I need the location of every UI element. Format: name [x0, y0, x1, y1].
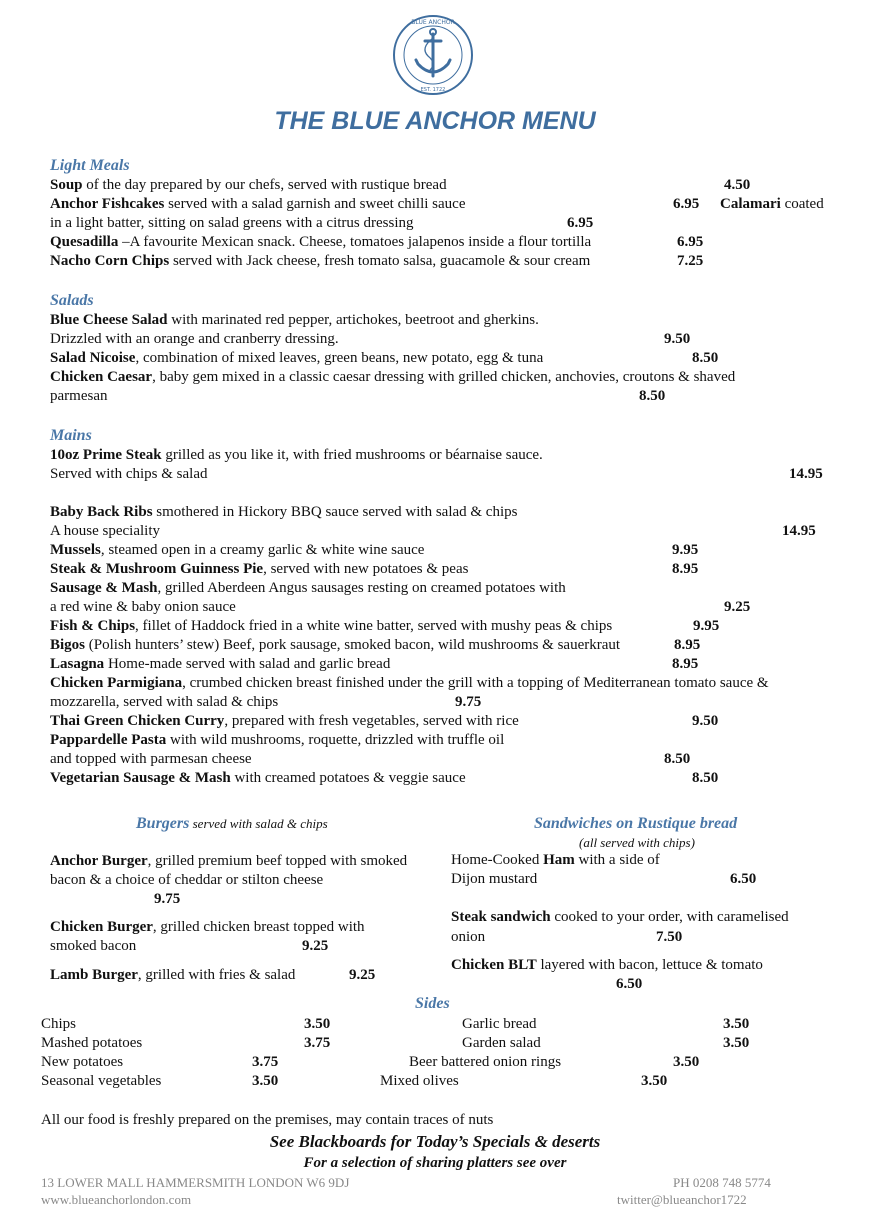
light-meals-heading: Light Meals — [50, 157, 130, 174]
menu-price: 6.50 — [730, 871, 757, 887]
menu-item-desc: onion — [451, 929, 486, 945]
menu-price: 8.50 — [639, 388, 666, 404]
menu-item-desc: Served with chips & salad — [50, 466, 208, 482]
menu-item: Calamari coated — [720, 196, 824, 212]
side-item: Mixed olives — [380, 1073, 459, 1089]
anchor-logo-icon — [392, 14, 474, 96]
menu-item-desc: A house speciality — [50, 523, 160, 539]
side-price: 3.50 — [723, 1016, 750, 1032]
menu-item: Nacho Corn Chips served with Jack cheese, fresh tomato salsa, guacamole & sour cream — [50, 253, 591, 269]
sides-heading: Sides — [415, 995, 450, 1012]
menu-price: 8.50 — [692, 350, 719, 366]
menu-price: 8.95 — [674, 637, 701, 653]
menu-price: 9.25 — [724, 599, 751, 615]
side-item: Chips — [41, 1016, 77, 1032]
side-item: Beer battered onion rings — [409, 1054, 562, 1070]
menu-item: Steak sandwich cooked to your order, with caramelised — [451, 909, 789, 925]
allergy-note: All our food is freshly prepared on the premises, may contain traces of nuts — [41, 1112, 494, 1128]
menu-item-desc: bacon & a choice of cheddar or stilton cheese — [50, 872, 324, 888]
menu-price: 8.50 — [692, 770, 719, 786]
menu-item: Lasagna Home-made served with salad and garlic bread — [50, 656, 391, 672]
side-price: 3.50 — [641, 1073, 668, 1089]
menu-item: Chicken BLT layered with bacon, lettuce & tomato — [451, 957, 763, 973]
side-item: Garden salad — [462, 1035, 541, 1051]
menu-price: 9.50 — [664, 331, 691, 347]
menu-item: Sausage & Mash, grilled Aberdeen Angus sausages resting on creamed potatoes with — [50, 580, 566, 596]
menu-price: 14.95 — [782, 523, 816, 539]
menu-price: 9.95 — [672, 542, 699, 558]
menu-item: Home-Cooked Ham with a side of — [451, 852, 660, 868]
menu-title: THE BLUE ANCHOR MENU — [274, 107, 596, 135]
phone: PH 0208 748 5774 — [673, 1175, 771, 1190]
side-item: New potatoes — [41, 1054, 124, 1070]
menu-item-desc: parmesan — [50, 388, 108, 404]
menu-price: 9.75 — [455, 694, 482, 710]
menu-item: Chicken Caesar, baby gem mixed in a classic caesar dressing with grilled chicken, anchovies, croutons & shaved — [50, 369, 736, 385]
menu-price: 9.50 — [692, 713, 719, 729]
twitter-link[interactable]: twitter@blueanchor1722 — [617, 1192, 747, 1207]
menu-price: 6.95 — [677, 234, 704, 250]
salads-heading: Salads — [50, 292, 94, 309]
menu-item: Anchor Fishcakes served with a salad garnish and sweet chilli sauce — [50, 196, 466, 212]
menu-item: Chicken Burger, grilled chicken breast topped with — [50, 919, 365, 935]
menu-item-desc: Dijon mustard — [451, 871, 538, 887]
menu-item: Lamb Burger, grilled with fries & salad — [50, 967, 296, 983]
menu-price: 9.75 — [154, 891, 181, 907]
menu-item: Baby Back Ribs smothered in Hickory BBQ sauce served with salad & chips — [50, 504, 518, 520]
logo-text-bottom: EST. 1722 — [420, 87, 446, 93]
logo-text-top: BLUE ANCHOR — [411, 19, 455, 26]
menu-item: Mussels, steamed open in a creamy garlic & white wine sauce — [50, 542, 425, 558]
menu-item-desc: smoked bacon — [50, 938, 137, 954]
menu-price: 6.95 — [567, 215, 594, 231]
sandwiches-heading: Sandwiches on Rustique bread — [534, 815, 738, 832]
website-link[interactable]: www.blueanchorlondon.com — [41, 1192, 192, 1207]
menu-item: Fish & Chips, fillet of Haddock fried in a white wine batter, served with mushy peas & chips — [50, 618, 613, 634]
menu-price: 9.95 — [693, 618, 720, 634]
sandwiches-subheading: (all served with chips) — [579, 835, 695, 850]
side-price: 3.50 — [252, 1073, 279, 1089]
side-item: Garlic bread — [462, 1016, 537, 1032]
menu-item: Blue Cheese Salad with marinated red pepper, artichokes, beetroot and gherkins. — [50, 312, 539, 328]
menu-item: Anchor Burger, grilled premium beef topped with smoked — [50, 853, 408, 869]
menu-price: 8.95 — [672, 561, 699, 577]
address: 13 LOWER MALL HAMMERSMITH LONDON W6 9DJ — [41, 1175, 350, 1190]
menu-item: Salad Nicoise, combination of mixed leaves, green beans, new potato, egg & tuna — [50, 350, 544, 366]
menu-item: Thai Green Chicken Curry, prepared with fresh vegetables, served with rice — [50, 713, 519, 729]
side-price: 3.50 — [304, 1016, 331, 1032]
menu-item-desc: and topped with parmesan cheese — [50, 751, 252, 767]
menu-price: 9.25 — [302, 938, 329, 954]
menu-item-desc: Drizzled with an orange and cranberry dressing. — [50, 331, 339, 347]
menu-item-desc: in a light batter, sitting on salad greens with a citrus dressing — [50, 215, 414, 231]
menu-item: Pappardelle Pasta with wild mushrooms, roquette, drizzled with truffle oil — [50, 732, 505, 748]
menu-price: 4.50 — [724, 177, 751, 193]
specials-note: See Blackboards for Today’s Specials & deserts — [269, 1132, 601, 1151]
menu-item: Steak & Mushroom Guinness Pie, served with new potatoes & peas — [50, 561, 469, 577]
platters-note: For a selection of sharing platters see over — [303, 1155, 567, 1171]
side-price: 3.50 — [673, 1054, 700, 1070]
side-price: 3.50 — [723, 1035, 750, 1051]
side-price: 3.75 — [252, 1054, 279, 1070]
menu-price: 8.50 — [664, 751, 691, 767]
menu-item: Soup of the day prepared by our chefs, served with rustique bread — [50, 177, 447, 193]
menu-price: 7.25 — [677, 253, 704, 269]
menu-price: 7.50 — [656, 929, 683, 945]
menu-price: 14.95 — [789, 466, 823, 482]
menu-item: Bigos (Polish hunters’ stew) Beef, pork sausage, smoked bacon, wild mushrooms & sauerkraut — [50, 637, 621, 653]
menu-item: Quesadilla –A favourite Mexican snack. Cheese, tomatoes jalapenos inside a flour tortilla — [50, 234, 592, 250]
burgers-heading: Burgers served with salad & chips — [136, 815, 328, 832]
menu-item: Vegetarian Sausage & Mash with creamed potatoes & veggie sauce — [50, 770, 466, 786]
side-price: 3.75 — [304, 1035, 331, 1051]
side-item: Seasonal vegetables — [41, 1073, 162, 1089]
side-item: Mashed potatoes — [41, 1035, 143, 1051]
menu-item: 10oz Prime Steak grilled as you like it, with fried mushrooms or béarnaise sauce. — [50, 447, 543, 463]
menu-price: 8.95 — [672, 656, 699, 672]
mains-heading: Mains — [50, 427, 92, 444]
menu-item-desc: a red wine & baby onion sauce — [50, 599, 236, 615]
menu-item-desc: mozzarella, served with salad & chips — [50, 694, 279, 710]
menu-price: 9.25 — [349, 967, 376, 983]
menu-price: 6.50 — [616, 976, 643, 992]
menu-price: 6.95 — [673, 196, 700, 212]
menu-item: Chicken Parmigiana, crumbed chicken breast finished under the grill with a topping of Mediterranean tomato sauce & — [50, 675, 769, 691]
